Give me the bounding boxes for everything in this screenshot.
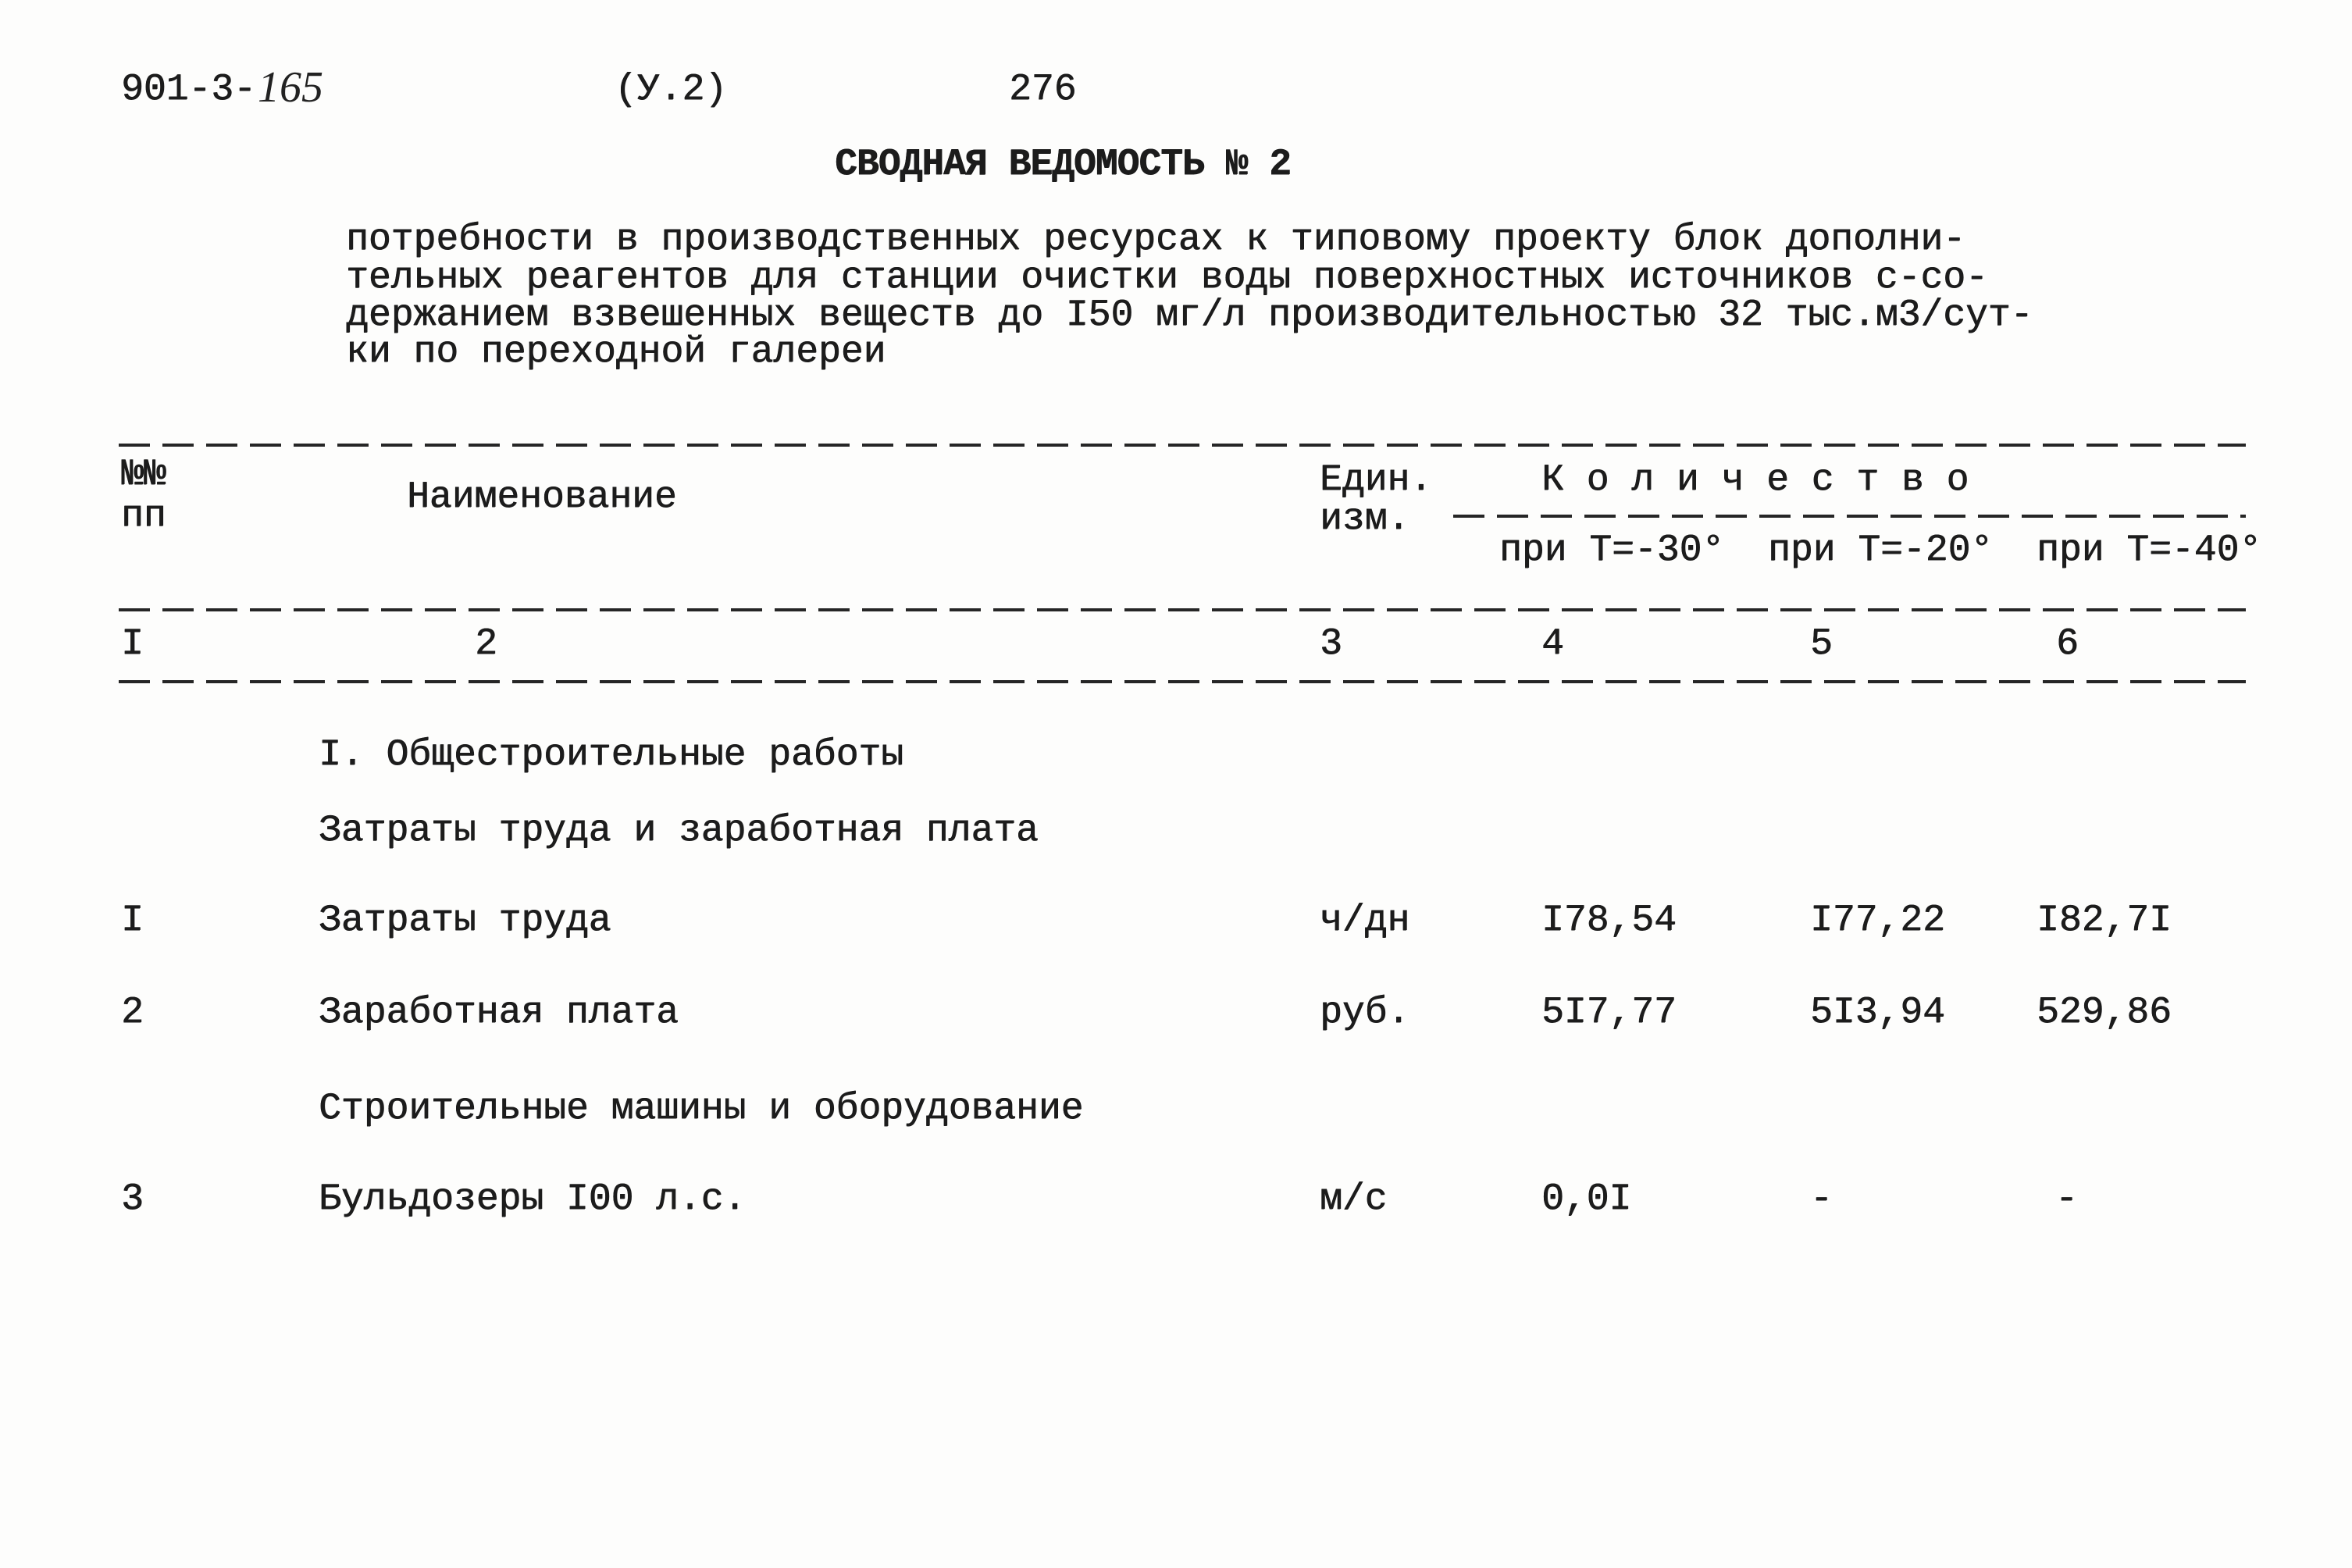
header-unit: Един.: [1320, 459, 1433, 501]
row-name: Бульдозеры I00 л.с.: [319, 1178, 747, 1221]
header-condition-t30: при Т=-30°: [1499, 529, 1725, 572]
subtitle-line: ки по переходной галереи: [346, 331, 886, 373]
row-number: I: [121, 900, 144, 942]
album-label: (У.2): [615, 69, 728, 111]
row-unit: руб.: [1320, 992, 1410, 1034]
section-heading-text: I. Общестроительные работы: [319, 734, 903, 776]
group-heading: [0, 812, 2352, 850]
header-quantity: К о л и ч е с т в о: [1541, 459, 1969, 501]
table-rule-top: [119, 444, 2246, 447]
row-value-t30: 5I7,77: [1541, 992, 1677, 1034]
subtitle-line: потребности в производственных ресурсах к типовому проекту блок дополни-: [346, 219, 1965, 261]
subtitle-line: держанием взвешенных веществ до I50 мг/л производительностью 32 тыс.м3/сут-: [346, 294, 2033, 337]
header-quantity-rule: [1453, 515, 2246, 518]
page-number: 276: [1009, 69, 1077, 111]
column-number: 4: [1541, 623, 1564, 665]
row-value-t20: 5I3,94: [1810, 992, 1945, 1034]
column-number: 3: [1320, 623, 1342, 665]
subtitle-line: тельных реагентов для станции очистки воды поверхностных источников с-со-: [346, 257, 1988, 299]
row-value-t40: -: [2055, 1178, 2078, 1221]
column-number: 2: [475, 623, 497, 665]
project-code: 901-3-: [121, 69, 256, 111]
section-heading: [0, 736, 2352, 774]
row-name: Затраты труда: [319, 900, 611, 942]
row-value-t30: I78,54: [1541, 900, 1677, 942]
row-value-t40: I82,7I: [2037, 900, 2172, 942]
project-code-handwritten: 165: [258, 63, 323, 112]
header-condition-t20: при Т=-20°: [1768, 529, 1994, 572]
header-name: Наименование: [407, 476, 677, 519]
header-num: №№: [121, 454, 166, 496]
column-numbers-row: [0, 625, 2352, 663]
column-number: 6: [2056, 623, 2079, 665]
row-unit: ч/дн: [1320, 900, 1410, 942]
group-heading-text: Затраты труда и заработная плата: [319, 810, 1039, 852]
column-number: I: [121, 623, 144, 665]
header-unit-sub: изм.: [1320, 498, 1410, 540]
table-rule-numbers: [119, 680, 2246, 683]
document-title: СВОДНАЯ ВЕДОМОСТЬ № 2: [835, 144, 1291, 186]
table-row: [0, 1178, 2352, 1221]
group-heading: [0, 1090, 2352, 1128]
row-number: 3: [121, 1178, 144, 1221]
row-value-t40: 529,86: [2037, 992, 2172, 1034]
table-rule-header: [119, 608, 2246, 611]
row-unit: м/с: [1320, 1178, 1388, 1221]
row-number: 2: [121, 992, 144, 1034]
table-row: [0, 900, 2352, 942]
header-num-sub: пп: [121, 495, 166, 537]
group-heading-text: Строительные машины и оборудование: [319, 1088, 1084, 1130]
column-number: 5: [1810, 623, 1833, 665]
header-condition-t40: при Т=-40°: [2037, 529, 2262, 572]
row-value-t20: -: [1810, 1178, 1833, 1221]
row-value-t30: 0,0I: [1541, 1178, 1632, 1221]
table-row: [0, 994, 2352, 1032]
row-value-t20: I77,22: [1810, 900, 1945, 942]
row-name: Заработная плата: [319, 992, 679, 1034]
